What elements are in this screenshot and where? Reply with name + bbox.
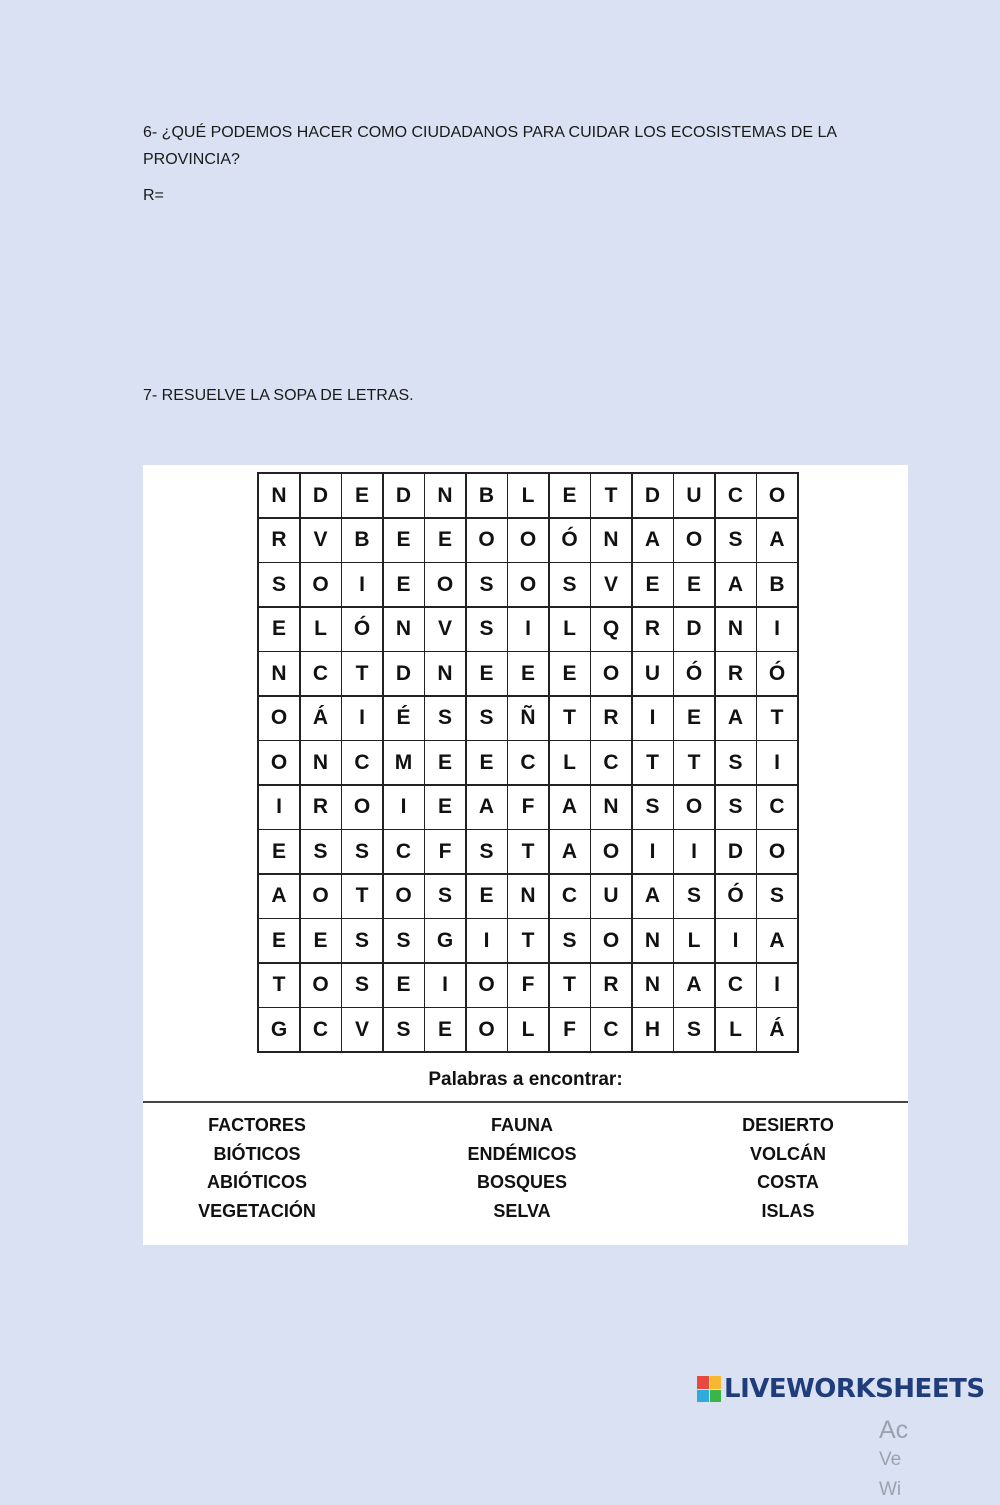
grid-cell: S <box>342 919 382 962</box>
grid-cell: T <box>508 830 548 873</box>
grid-cell: R <box>716 652 756 695</box>
word-item: FACTORES <box>208 1115 306 1135</box>
grid-cell: V <box>591 563 631 606</box>
watermark-line: Ac <box>879 1416 909 1444</box>
grid-cell: S <box>384 1008 424 1051</box>
grid-cell: I <box>508 608 548 651</box>
grid-cell: E <box>384 563 424 606</box>
activation-watermark <box>879 1415 919 1505</box>
word-item: ABIÓTICOS <box>206 1172 307 1192</box>
grid-cell: T <box>508 919 548 962</box>
grid-cell: A <box>259 875 299 918</box>
word-item: VEGETACIÓN <box>198 1200 316 1221</box>
grid-cell: I <box>757 964 797 1007</box>
grid-cell: O <box>259 741 299 784</box>
grid-cell: T <box>550 964 590 1007</box>
grid-cell: F <box>550 1008 590 1051</box>
grid-cell: S <box>467 830 507 873</box>
grid-cell: O <box>757 474 797 517</box>
grid-cell: S <box>550 919 590 962</box>
grid-cell: O <box>425 563 465 606</box>
grid-cell: V <box>342 1008 382 1051</box>
grid-cell: L <box>674 919 714 962</box>
grid-cell: S <box>342 830 382 873</box>
grid-cell: E <box>425 1008 465 1051</box>
grid-cell: C <box>301 652 341 695</box>
grid-cell: E <box>550 652 590 695</box>
word-item: COSTA <box>757 1172 819 1192</box>
grid-cell: G <box>425 919 465 962</box>
grid-cell: T <box>674 741 714 784</box>
grid-cell: I <box>467 919 507 962</box>
grid-cell: B <box>757 563 797 606</box>
grid-cell: O <box>259 697 299 740</box>
grid-cell: T <box>633 741 673 784</box>
grid-cell: R <box>301 786 341 829</box>
grid-cell: O <box>467 1008 507 1051</box>
grid-cell: N <box>508 875 548 918</box>
grid-cell: D <box>384 474 424 517</box>
word-item: BIÓTICOS <box>213 1143 301 1164</box>
grid-cell: T <box>757 697 797 740</box>
divider <box>143 1101 908 1103</box>
grid-cell: S <box>467 608 507 651</box>
grid-cell: A <box>633 875 673 918</box>
grid-cell: R <box>259 519 299 562</box>
grid-cell: R <box>633 608 673 651</box>
grid-cell: S <box>467 697 507 740</box>
watermark-line: Ve <box>879 1449 902 1470</box>
grid-cell: I <box>633 830 673 873</box>
grid-cell: E <box>674 697 714 740</box>
grid-cell: O <box>508 519 548 562</box>
grid-cell: O <box>384 875 424 918</box>
grid-cell: D <box>674 608 714 651</box>
grid-cell: D <box>301 474 341 517</box>
grid-cell: S <box>674 1008 714 1051</box>
grid-cell: U <box>591 875 631 918</box>
grid-cell: I <box>342 563 382 606</box>
grid-cell: E <box>259 919 299 962</box>
grid-cell: N <box>259 474 299 517</box>
grid-cell: O <box>674 786 714 829</box>
brand-name: LIVEWORKSHEETS <box>724 1374 985 1404</box>
grid-cell: E <box>467 741 507 784</box>
grid-cell: E <box>259 608 299 651</box>
grid-cell: I <box>342 697 382 740</box>
grid-cell: I <box>425 964 465 1007</box>
question-7: 7- RESUELVE LA SOPA DE LETRAS. <box>143 387 414 404</box>
grid-cell: T <box>342 652 382 695</box>
grid-cell: F <box>425 830 465 873</box>
grid-cell: N <box>259 652 299 695</box>
grid-cell: N <box>716 608 756 651</box>
word-item: SELVA <box>493 1200 551 1221</box>
grid-cell: I <box>716 919 756 962</box>
word-item: FAUNA <box>491 1115 553 1135</box>
grid-cell: T <box>591 474 631 517</box>
word-item: ISLAS <box>761 1200 815 1221</box>
grid-cell: L <box>301 608 341 651</box>
grid-cell: E <box>508 652 548 695</box>
grid-cell: S <box>259 563 299 606</box>
grid-cell: E <box>425 741 465 784</box>
word-list-column-1 <box>157 1111 357 1225</box>
grid-cell: A <box>716 563 756 606</box>
grid-cell: N <box>633 919 673 962</box>
word-item: BOSQUES <box>476 1172 568 1192</box>
grid-cell: I <box>633 697 673 740</box>
grid-cell: I <box>674 830 714 873</box>
grid-cell: Á <box>301 697 341 740</box>
words-title: Palabras a encontrar: <box>428 1069 623 1090</box>
grid-cell: O <box>301 964 341 1007</box>
grid-cell: B <box>342 519 382 562</box>
grid-cell: D <box>384 652 424 695</box>
grid-cell: O <box>674 519 714 562</box>
grid-cell: E <box>259 830 299 873</box>
grid-cell: E <box>633 563 673 606</box>
grid-cell: O <box>757 830 797 873</box>
grid-cell: E <box>301 919 341 962</box>
grid-cell: F <box>508 964 548 1007</box>
grid-cell: C <box>342 741 382 784</box>
grid-cell: C <box>716 474 756 517</box>
grid-cell: T <box>550 697 590 740</box>
grid-cell: Ó <box>674 652 714 695</box>
grid-cell: A <box>633 519 673 562</box>
grid-cell: R <box>591 964 631 1007</box>
grid-cell: O <box>301 875 341 918</box>
grid-cell: T <box>259 964 299 1007</box>
grid-cell: L <box>508 474 548 517</box>
grid-cell: G <box>259 1008 299 1051</box>
grid-cell: D <box>633 474 673 517</box>
grid-cell: C <box>384 830 424 873</box>
grid-cell: N <box>425 652 465 695</box>
grid-cell: L <box>716 1008 756 1051</box>
grid-cell: S <box>633 786 673 829</box>
grid-cell: S <box>342 964 382 1007</box>
grid-cell: E <box>384 519 424 562</box>
grid-cell: N <box>384 608 424 651</box>
grid-cell: C <box>757 786 797 829</box>
word-item: ENDÉMICOS <box>467 1143 577 1164</box>
grid-cell: O <box>591 919 631 962</box>
grid-cell: T <box>342 875 382 918</box>
grid-cell: I <box>259 786 299 829</box>
word-item: DESIERTO <box>742 1115 834 1135</box>
grid-cell: C <box>550 875 590 918</box>
grid-cell: C <box>508 741 548 784</box>
grid-cell: F <box>508 786 548 829</box>
grid-cell: E <box>384 964 424 1007</box>
grid-cell: S <box>757 875 797 918</box>
grid-cell: O <box>342 786 382 829</box>
grid-cell: Ñ <box>508 697 548 740</box>
grid-cell: B <box>467 474 507 517</box>
grid-cell: S <box>425 697 465 740</box>
grid-cell: Ó <box>550 519 590 562</box>
liveworksheets-brand <box>697 1374 985 1404</box>
grid-cell: N <box>633 964 673 1007</box>
grid-cell: É <box>384 697 424 740</box>
grid-cell: L <box>550 608 590 651</box>
liveworksheets-logo-icon <box>697 1376 721 1402</box>
grid-cell: E <box>425 519 465 562</box>
word-list-column-3 <box>688 1111 888 1225</box>
grid-cell: N <box>425 474 465 517</box>
grid-cell: S <box>301 830 341 873</box>
grid-cell: C <box>301 1008 341 1051</box>
grid-cell: A <box>757 919 797 962</box>
grid-cell: O <box>301 563 341 606</box>
grid-cell: S <box>716 786 756 829</box>
grid-cell: R <box>591 697 631 740</box>
grid-cell: E <box>467 652 507 695</box>
grid-cell: Q <box>591 608 631 651</box>
grid-cell: S <box>674 875 714 918</box>
grid-cell: I <box>384 786 424 829</box>
grid-cell: S <box>425 875 465 918</box>
grid-cell: C <box>591 1008 631 1051</box>
grid-cell: S <box>384 919 424 962</box>
grid-cell: H <box>633 1008 673 1051</box>
grid-cell: L <box>550 741 590 784</box>
watermark-line: Wi <box>879 1479 902 1500</box>
grid-cell: E <box>425 786 465 829</box>
grid-cell: D <box>716 830 756 873</box>
grid-cell: O <box>591 652 631 695</box>
grid-cell: Ó <box>342 608 382 651</box>
question-6: 6- ¿QUÉ PODEMOS HACER COMO CIUDADANOS PARA CUIDAR LOS ECOSISTEMAS DE LA PROVINCIA? <box>143 124 837 168</box>
grid-cell: M <box>384 741 424 784</box>
grid-cell: A <box>550 830 590 873</box>
answer-label: R= <box>143 187 164 204</box>
grid-cell: A <box>674 964 714 1007</box>
grid-cell: O <box>467 519 507 562</box>
grid-cell: S <box>467 563 507 606</box>
grid-cell: L <box>508 1008 548 1051</box>
grid-cell: C <box>591 741 631 784</box>
grid-cell: V <box>301 519 341 562</box>
grid-cell: Á <box>757 1008 797 1051</box>
grid-cell: A <box>757 519 797 562</box>
grid-cell: S <box>716 741 756 784</box>
grid-cell: Ó <box>757 652 797 695</box>
grid-cell: E <box>467 875 507 918</box>
grid-cell: Ó <box>716 875 756 918</box>
word-item: VOLCÁN <box>750 1143 826 1164</box>
grid-cell: N <box>301 741 341 784</box>
grid-cell: E <box>550 474 590 517</box>
grid-cell: N <box>591 786 631 829</box>
grid-cell: A <box>550 786 590 829</box>
grid-cell: I <box>757 741 797 784</box>
grid-cell: O <box>591 830 631 873</box>
grid-cell: S <box>550 563 590 606</box>
grid-cell: U <box>633 652 673 695</box>
grid-cell: S <box>716 519 756 562</box>
grid-cell: A <box>467 786 507 829</box>
word-list-column-2 <box>422 1111 622 1225</box>
grid-cell: E <box>674 563 714 606</box>
grid-cell: A <box>716 697 756 740</box>
grid-cell: O <box>508 563 548 606</box>
grid-cell: E <box>342 474 382 517</box>
word-search-grid <box>257 472 799 1053</box>
grid-cell: V <box>425 608 465 651</box>
grid-cell: O <box>467 964 507 1007</box>
grid-cell: N <box>591 519 631 562</box>
grid-cell: I <box>757 608 797 651</box>
grid-cell: C <box>716 964 756 1007</box>
grid-cell: U <box>674 474 714 517</box>
